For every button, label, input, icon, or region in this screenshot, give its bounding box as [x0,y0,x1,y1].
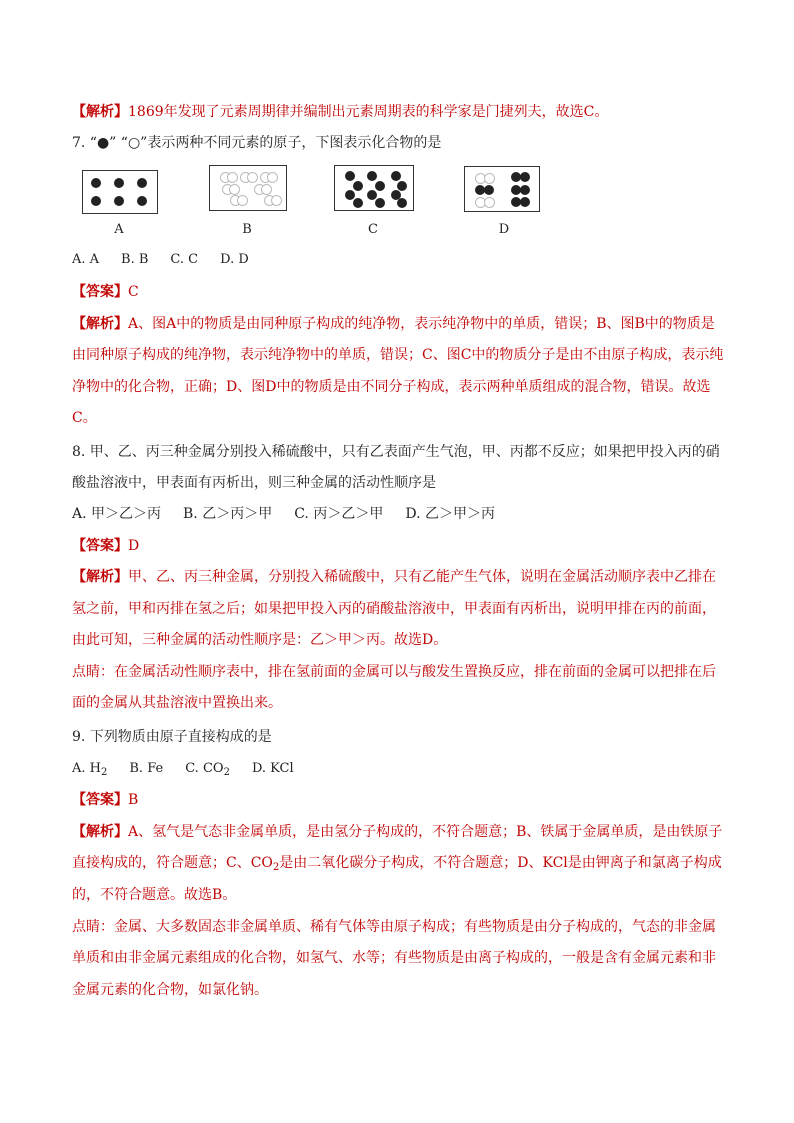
figure-c [334,165,414,211]
q8-analysis-3: 由此可知，三种金属的活动性顺序是：乙＞甲＞丙。故选D。 [72,632,448,648]
figure-label-d: D [498,222,510,237]
q8-answer: 【答案】D [72,538,140,554]
q9-analysis-3: 的，不符合题意。故选B。 [72,887,237,903]
q9-tip-2: 单质和由非金属元素组成的化合物，如氢气、水等；有些物质是由离子构成的，一般是含有金属元素和非 [72,950,716,966]
q8-analysis-2: 氢之前，甲和丙排在氢之后；如果把甲投入丙的硝酸盐溶液中，甲表面有丙析出，说明甲排在丙的前面， [72,601,716,617]
figure-label-a: A [114,222,124,237]
figure-label-b: B [242,222,252,237]
q6-analysis: 【解析】1869年发现了元素周期律并编制出元素周期表的科学家是门捷列夫，故选C。 [72,104,609,120]
figure-d [464,166,540,212]
q8-options: A. 甲＞乙＞丙 B. 乙＞丙＞甲 C. 丙＞乙＞甲 D. 乙＞甲＞丙 [72,506,495,522]
q7-options: A. A B. B C. C D. D [72,252,249,267]
q8-analysis-1: 【解析】甲、乙、丙三种金属，分别投入稀硫酸中，只有乙能产生气体，说明在金属活动顺序表中乙排在 [72,569,716,585]
q8-tip-2: 面的金属从其盐溶液中置换出来。 [72,695,282,711]
q8-stem-1: 8. 甲、乙、丙三种金属分别投入稀硫酸中，只有乙表面产生气泡，甲、丙都不反应；如果把甲投入丙的硝 [72,444,720,460]
q7-analysis-3: 净物中的化合物，正确；D、图D中的物质是由不同分子构成，表示两种单质组成的混合物，错误。故选 [72,379,711,395]
q7-stem: 7. “●” “○”表示两种不同元素的原子，下图表示化合物的是 [72,135,442,151]
q7-analysis-1: 【解析】A、图A中的物质是由同种原子构成的纯净物，表示纯净物中的单质，错误；B、图B中的物质是 [72,316,715,332]
q9-tip-1: 点睛：金属、大多数固态非金属单质、稀有气体等由原子构成；有些物质是由分子构成的，气态的非金属 [72,919,716,935]
q9-stem: 9. 下列物质由原子直接构成的是 [72,729,272,745]
q9-options: A. $H_2$ B. Fe C. $CO_2$ D. KCl [72,761,294,778]
figure-label-c: C [368,222,378,237]
q9-analysis-2: 直接构成的，符合题意；C、$CO_2$是由二氧化碳分子构成，不符合题意；D、KCl是由钾离子和氯离子构成 [72,855,722,873]
q9-answer: 【答案】B [72,792,139,808]
q7-analysis-2: 由同种原子构成的纯净物，表示纯净物中的单质，错误；C、图C中的物质分子是由不由原子构成，表示纯 [72,347,724,363]
q8-tip-1: 点睛：在金属活动性顺序表中，排在氢前面的金属可以与酸发生置换反应，排在前面的金属可以把排在后 [72,664,716,680]
figure-a [82,170,158,214]
q7-answer: 【答案】C [72,284,139,300]
q7-analysis-4: C。 [72,410,97,426]
figure-b [209,165,287,211]
q9-tip-3: 金属元素的化合物，如氯化钠。 [72,982,268,998]
q8-stem-2: 酸盐溶液中，甲表面有丙析出，则三种金属的活动性顺序是 [72,475,436,491]
q9-analysis-1: 【解析】A、氢气是气态非金属单质，是由氢分子构成的，不符合题意；B、铁属于金属单质，是由铁原子 [72,824,723,840]
